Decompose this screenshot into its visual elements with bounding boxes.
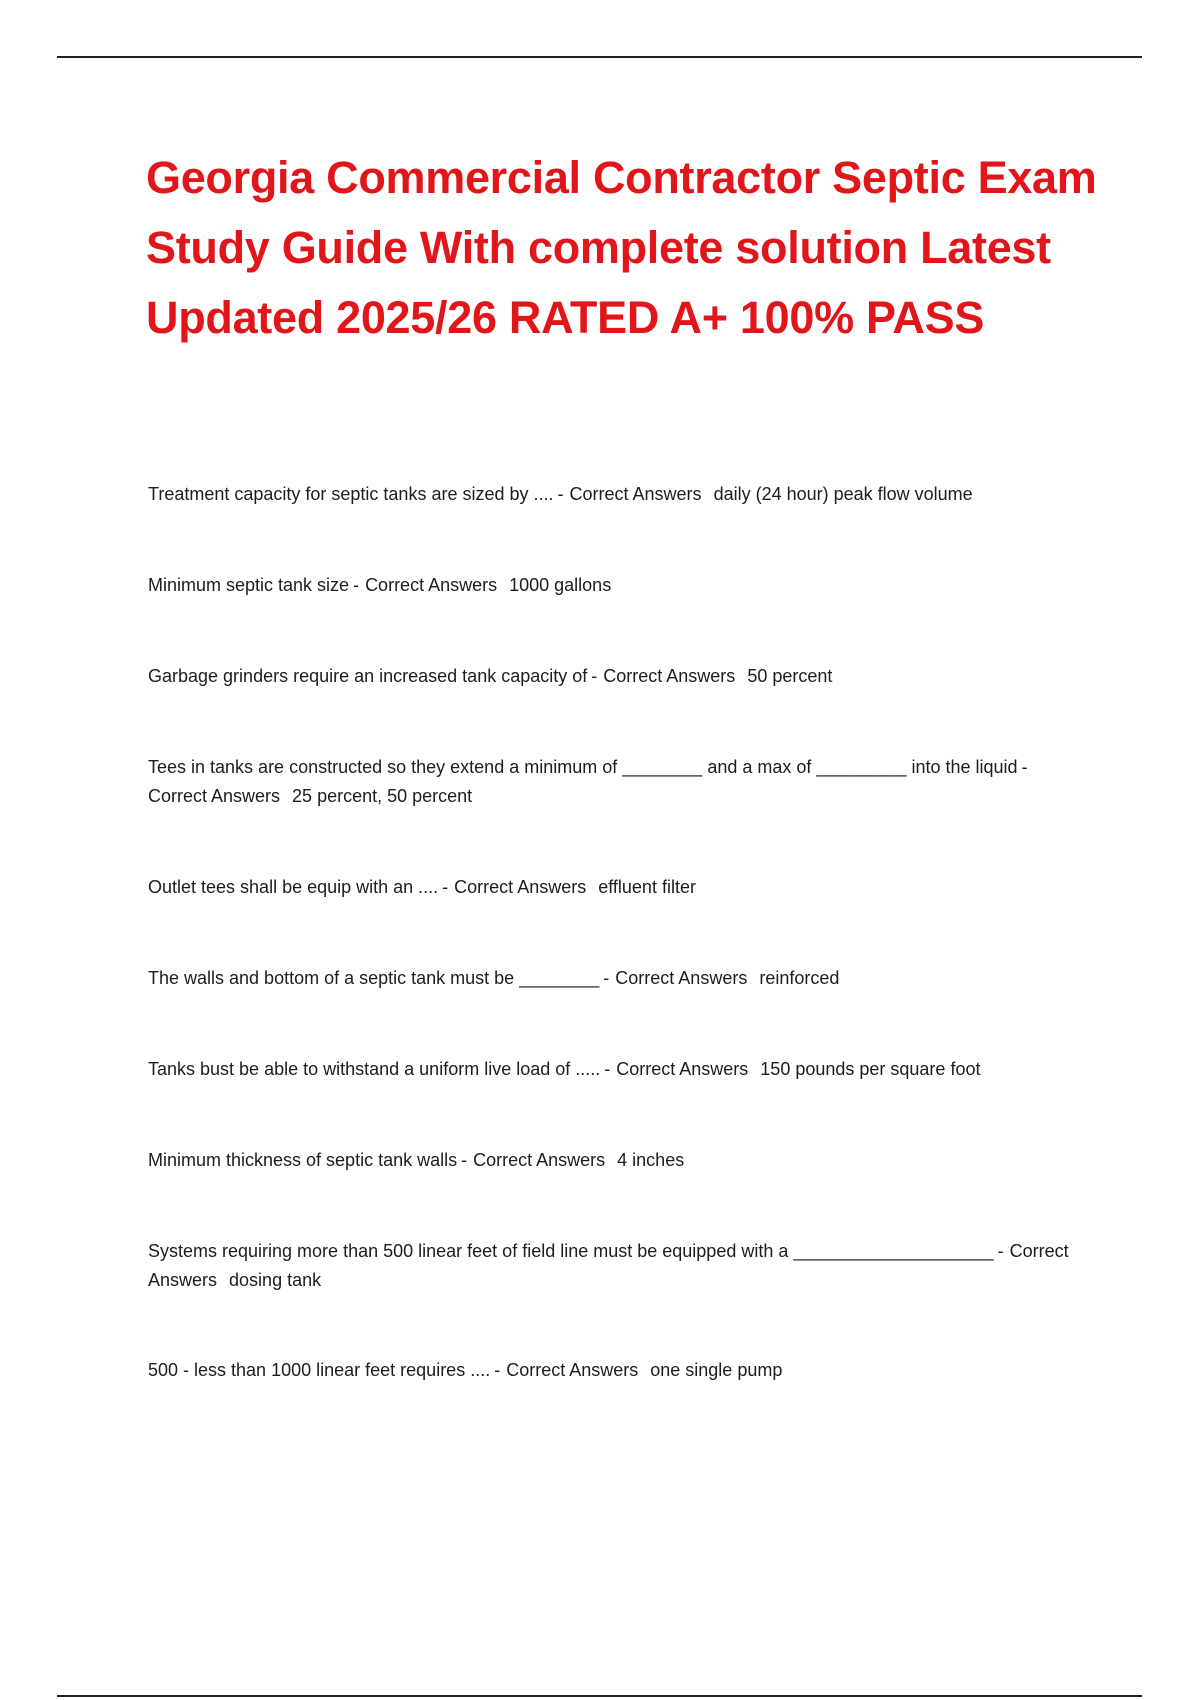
bottom-rule bbox=[57, 1695, 1142, 1697]
answer-text: effluent filter bbox=[598, 877, 696, 897]
question-text: Garbage grinders require an increased tank capacity of bbox=[148, 666, 588, 686]
separator: - bbox=[442, 877, 449, 897]
separator: - bbox=[997, 1241, 1004, 1261]
answer-text: 25 percent, 50 percent bbox=[292, 786, 473, 806]
separator: - bbox=[353, 575, 360, 595]
separator: - bbox=[557, 484, 564, 504]
answer-label: Correct Answers bbox=[615, 968, 748, 988]
qa-item bbox=[148, 1237, 1088, 1295]
separator: - bbox=[603, 968, 610, 988]
answer-text: 50 percent bbox=[747, 666, 833, 686]
question-text: Outlet tees shall be equip with an .... bbox=[148, 877, 439, 897]
answer-label: Correct Answers bbox=[365, 575, 498, 595]
question-text: 500 - less than 1000 linear feet requires .... bbox=[148, 1360, 491, 1380]
answer-text: 150 pounds per square foot bbox=[760, 1059, 981, 1079]
answer-label: Correct Answers bbox=[603, 666, 736, 686]
answer-label: Correct Answers bbox=[506, 1360, 639, 1380]
separator: - bbox=[604, 1059, 611, 1079]
question-text: Minimum thickness of septic tank walls bbox=[148, 1150, 458, 1170]
question-text: The walls and bottom of a septic tank must be ________ bbox=[148, 968, 600, 988]
qa-item bbox=[148, 873, 1088, 902]
answer-label: Correct Answers bbox=[473, 1150, 606, 1170]
top-rule bbox=[57, 56, 1142, 58]
qa-item bbox=[148, 1146, 1088, 1175]
answer-text: daily (24 hour) peak flow volume bbox=[713, 484, 973, 504]
document-title: Georgia Commercial Contractor Septic Exam Study Guide With complete solution Latest Updated 2025/26 RATED A+ 100% PASS bbox=[146, 152, 1097, 343]
answer-label: Correct Answers bbox=[569, 484, 702, 504]
qa-item bbox=[148, 1356, 1088, 1385]
answer-text: 4 inches bbox=[617, 1150, 685, 1170]
qa-item bbox=[148, 964, 1088, 993]
question-text: Systems requiring more than 500 linear feet of field line must be equipped with a ____________________ bbox=[148, 1241, 994, 1261]
qa-item bbox=[148, 480, 1088, 509]
answer-text: dosing tank bbox=[229, 1270, 322, 1290]
qa-item bbox=[148, 662, 1088, 691]
answer-text: reinforced bbox=[759, 968, 840, 988]
answer-label: Correct Answers bbox=[148, 786, 281, 806]
separator: - bbox=[494, 1360, 501, 1380]
qa-item bbox=[148, 1055, 1088, 1084]
answer-label: Correct Answers bbox=[148, 1241, 1069, 1290]
answer-text: 1000 gallons bbox=[509, 575, 612, 595]
answer-label: Correct Answers bbox=[616, 1059, 749, 1079]
answer-label: Correct Answers bbox=[454, 877, 587, 897]
question-text: Treatment capacity for septic tanks are sized by .... bbox=[148, 484, 554, 504]
qa-item bbox=[148, 571, 1088, 600]
separator: - bbox=[461, 1150, 468, 1170]
question-text: Tees in tanks are constructed so they extend a minimum of ________ and a max of _________ into the liquid bbox=[148, 757, 1018, 777]
separator: - bbox=[1021, 757, 1028, 777]
separator: - bbox=[591, 666, 598, 686]
question-text: Tanks bust be able to withstand a uniform live load of ..... bbox=[148, 1059, 601, 1079]
question-text: Minimum septic tank size bbox=[148, 575, 350, 595]
answer-text: one single pump bbox=[650, 1360, 783, 1380]
qa-item bbox=[148, 753, 1088, 811]
